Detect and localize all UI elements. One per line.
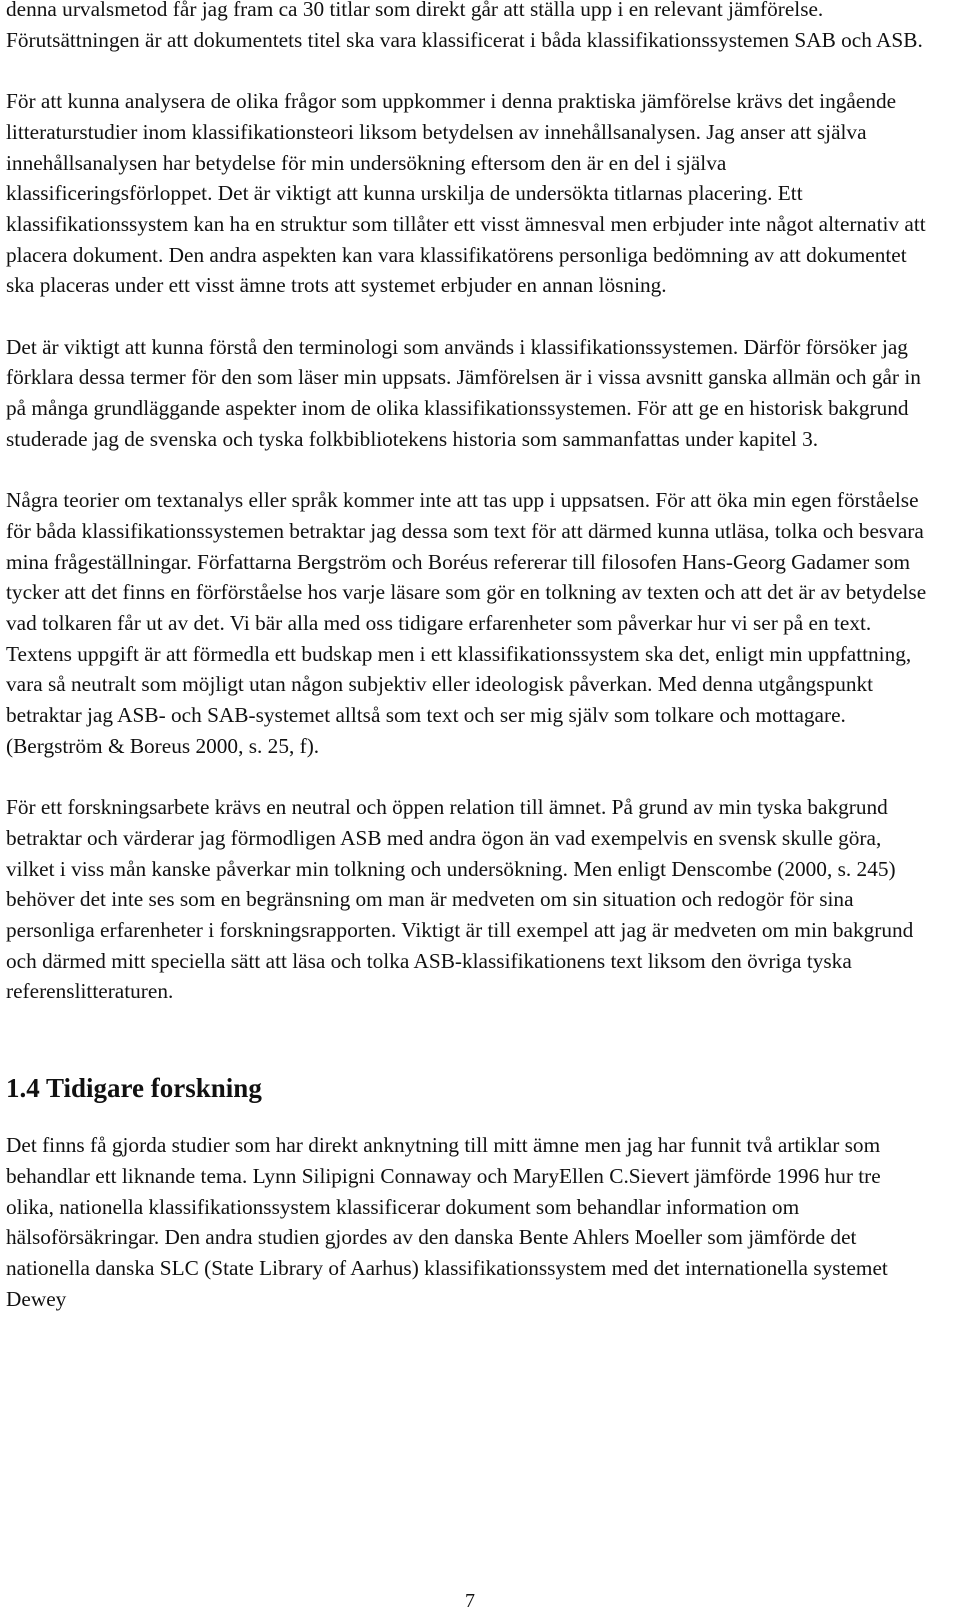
section-heading: 1.4 Tidigare forskning [6, 1073, 262, 1104]
paragraph-gap [6, 55, 931, 86]
page-number: 7 [465, 1590, 475, 1612]
paragraph-6: Det finns få gjorda studier som har direkt anknytning till mitt ämne men jag har funnit två artiklar som behandlar ett liknande tema. Lynn Silipigni Connaway och MaryEllen C.Sievert jämförde 1996 hur tre olika, nationella klassifikationssystem klassificerar dokument som behandlar information om hälsoförsäkringar. Den andra studien gjordes av den danska Bente Ahlers Moeller som jämförde det nationella danska SLC (State Library of Aarhus) klassifikationssystem med det internationella systemet Dewey [6, 1133, 888, 1311]
paragraph-5: För ett forskningsarbete krävs en neutral och öppen relation till ämnet. På grund av min tyska bakgrund betraktar och värderar jag förmodligen ASB med andra ögon än vad exempelvis en svensk skulle göra, vilket i viss mån kanske påverkar min tolkning och undersökning. Men enligt Denscombe (2000, s. 245) behöver det inte ses som en begränsning om man är medveten om sin situation och redogör för sina personliga erfarenheter i forskningsrapporten. Viktigt är till exempel att jag är medveten om min bakgrund och därmed mitt speciella sätt att läsa och tolka ASB-klassifikationens text liksom den övriga tyska referenslitteraturen. [6, 795, 914, 1004]
paragraph-4: Några teorier om textanalys eller språk kommer inte att tas upp i uppsatsen. För att öka min egen förståelse för båda klassifikationssystemen betraktar jag dessa som text för att därmed kunna utläsa, tolka och besvara mina frågeställningar. Författarna Bergström och Boréus refererar till filosofen Hans-Georg Gadamer som tycker att det finns en förförståelse hos varje läsare som gör en tolkning av texten och att det är av betydelse vad tolkaren får ut av det. Vi bär alla med oss tidigare erfarenheter som påverkar hur vi ser på en text. Textens uppgift är att förmedla ett budskap men i ett klassifikationssystem ska det, enligt min uppfattning, vara så neutralt som möjligt utan någon subjektiv eller ideologisk påverkan. Med denna utgångspunkt betraktar jag ASB- och SAB-systemet alltså som text och ser mig själv som tolkare och mottagare. (Bergström & Boreus 2000, s. 25, f). [6, 488, 927, 758]
document-content [6, 0, 931, 1314]
paragraph-gap [6, 301, 931, 332]
paragraph-2: För att kunna analysera de olika frågor som uppkommer i denna praktiska jämförelse krävs det ingående litteraturstudier inom klassifikationsteori liksom betydelsen av innehållsanalysen. Jag anser att själva innehållsanalysen har betydelse för min undersökning eftersom den är en del i själva klassificeringsförloppet. Det är viktigt att kunna urskilja de undersökta titlarnas placering. Ett klassifikationssystem kan ha en struktur som tillåter ett visst ämnesval men erbjuder inte något alternativ att placera dokument. Den andra aspekten kan vara klassifikatörens personliga bedömning av att dokumentet ska placeras under ett visst ämne trots att systemet erbjuder en annan lösning. [6, 89, 926, 298]
paragraph-3: Det är viktigt att kunna förstå den terminologi som används i klassifikationssystemen. Därför försöker jag förklara dessa termer för den som läser min uppsats. Jämförelsen är i vissa avsnitt ganska allmän och går in på många grundläggande aspekter inom de olika klassifikationssystemen. För att ge en historisk bakgrund studerade jag de svenska och tyska folkbibliotekens historia som sammanfattas under kapitel 3. [6, 334, 921, 451]
section-gap [6, 1007, 931, 1070]
paragraph-gap [6, 762, 931, 793]
paragraph-gap [6, 455, 931, 486]
paragraph-1: denna urvalsmetod får jag fram ca 30 titlar som direkt går att ställa upp i en relevant jämförelse. Förutsättningen är att dokumentets titel ska vara klassificerat i båda klassifikationssystemen SAB och ASB. [6, 0, 923, 52]
heading-gap [6, 1106, 931, 1130]
